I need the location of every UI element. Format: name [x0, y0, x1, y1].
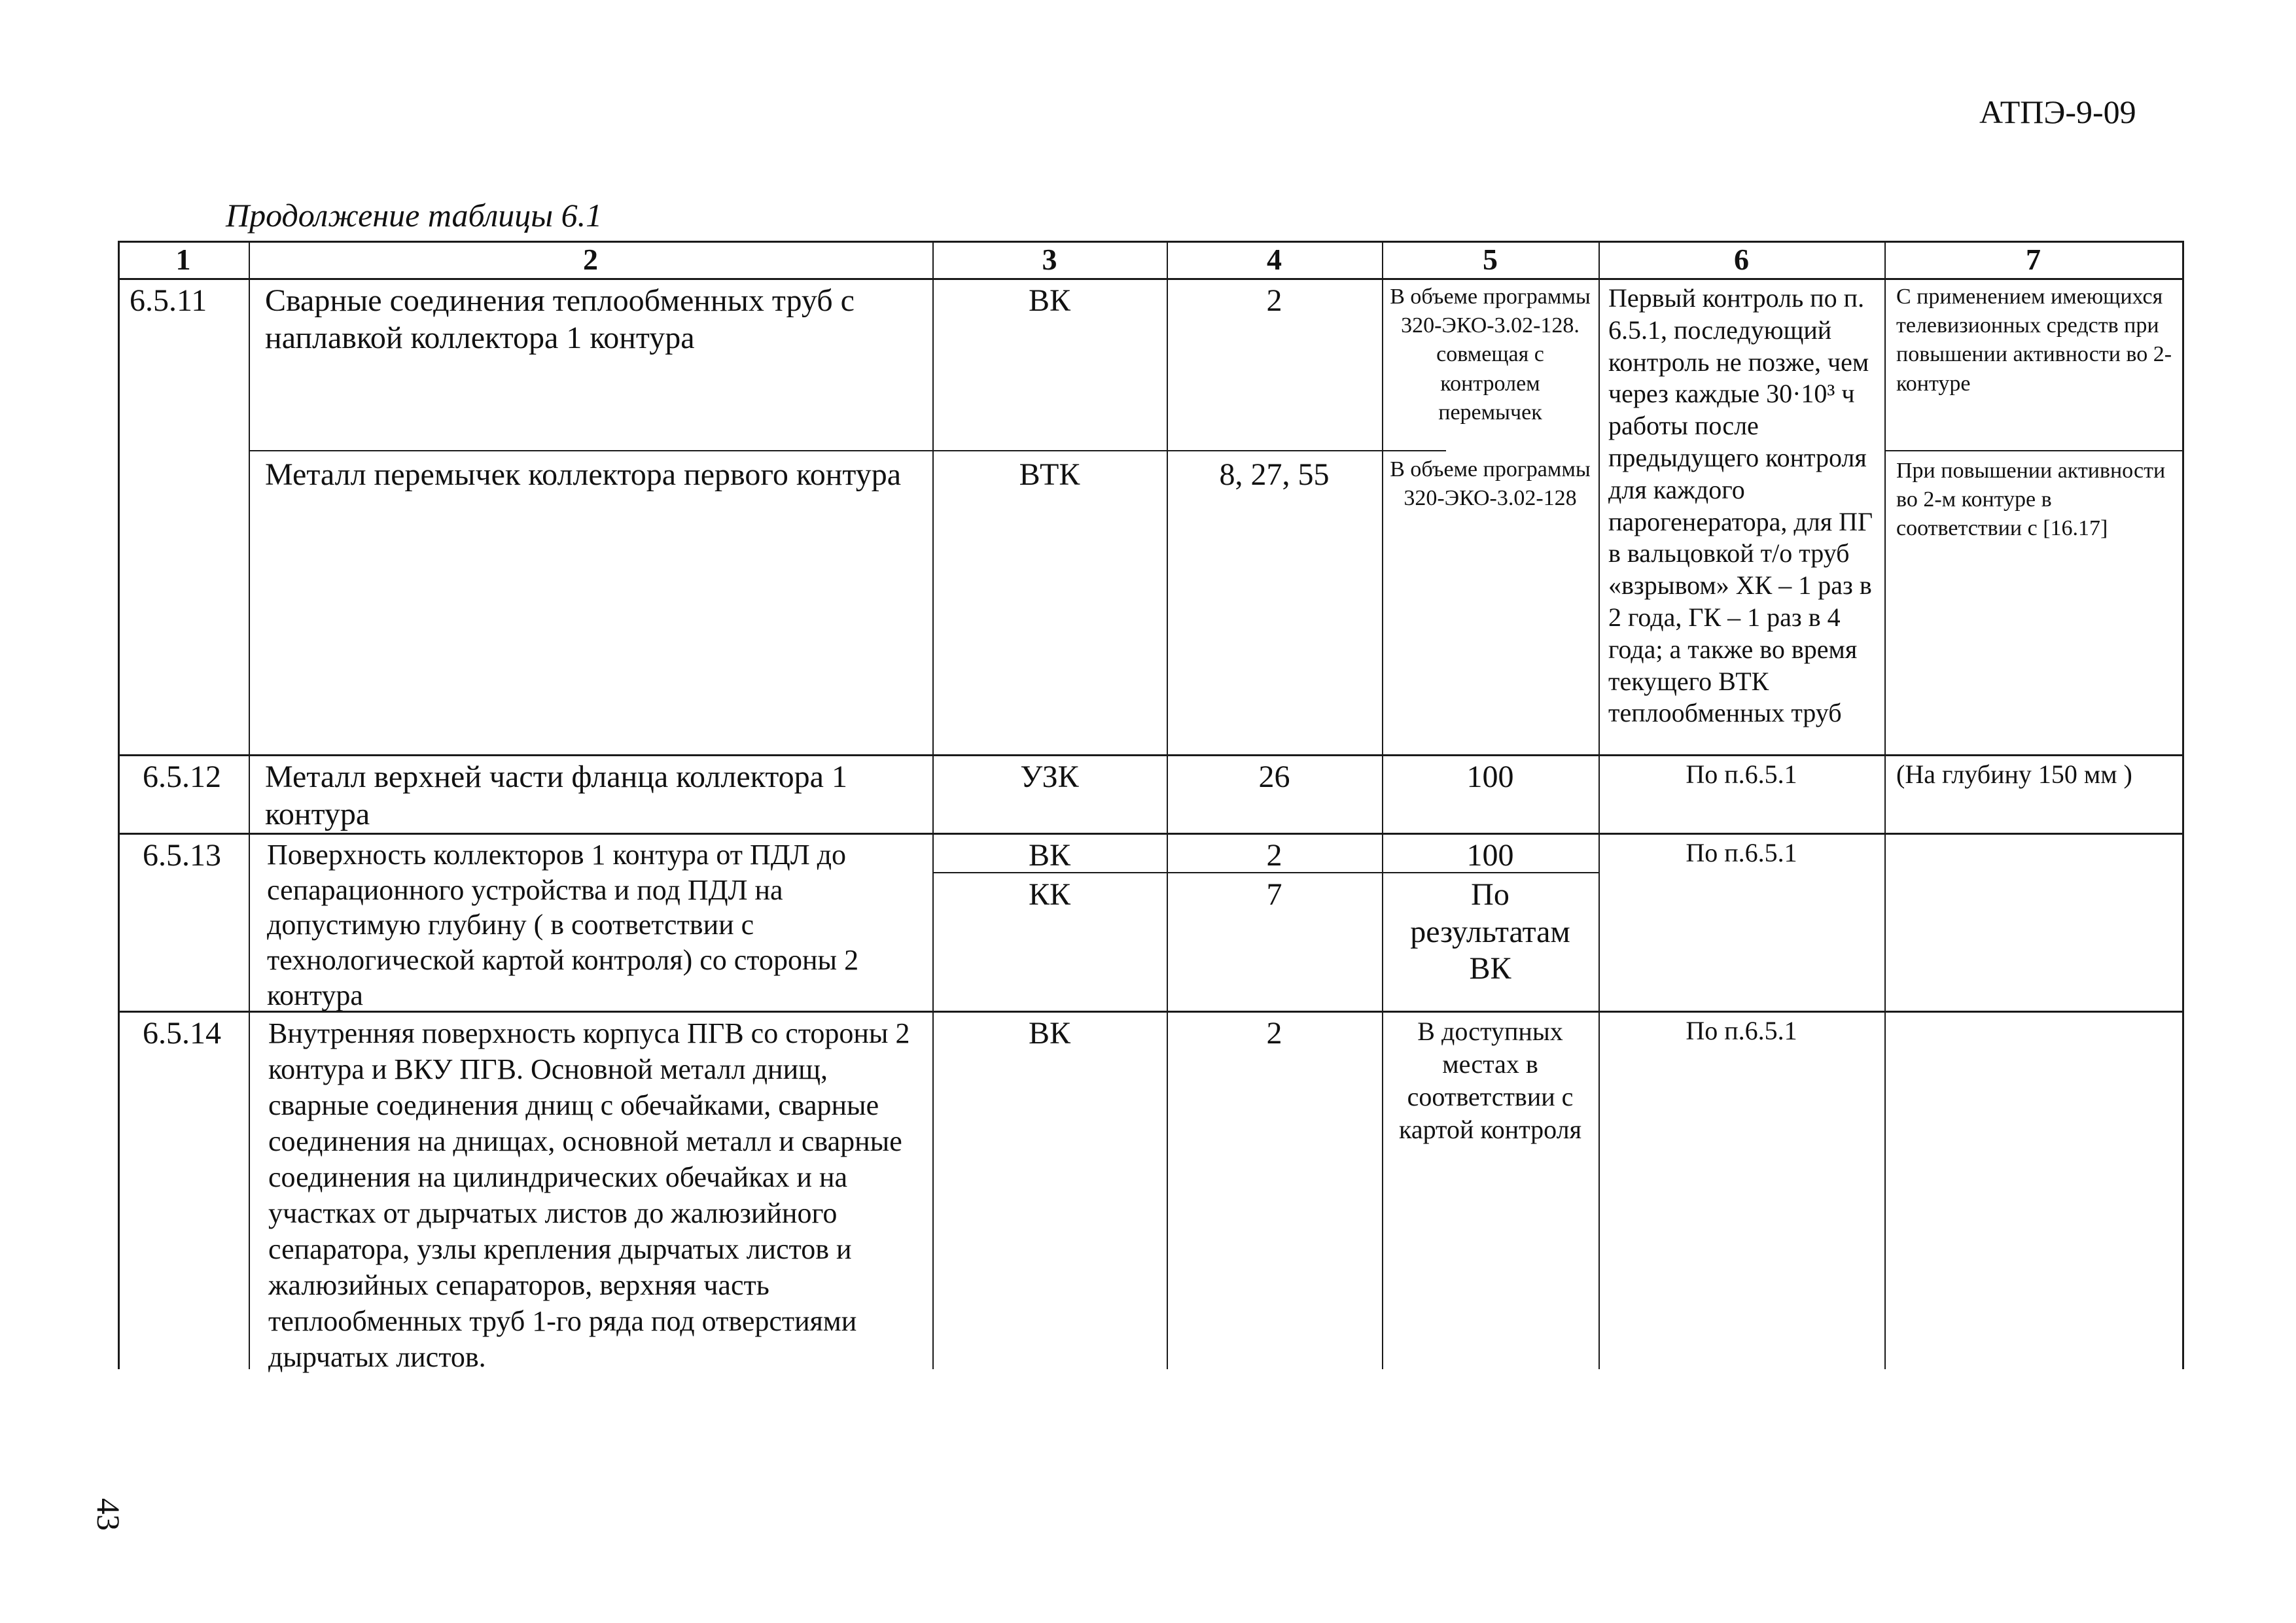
row-6514-reference: 2: [1266, 1016, 1282, 1051]
column-header-4: 4: [1267, 243, 1282, 276]
row-6513-description: Поверхность коллекторов 1 контура от ПДЛ до сепарационного устройства и под ПДЛ на допустимую глубину ( в соответствии с технологической картой контроля) со стороны 2 контура: [267, 839, 859, 1011]
row-6514-volume: В доступных местах в соответствии с картой контроля: [1398, 1017, 1582, 1144]
row-6513-method-2: КК: [1028, 877, 1071, 912]
column-header-1: 1: [175, 243, 191, 276]
column-header-2: 2: [583, 243, 598, 276]
row-6514-description: Внутренняя поверхность корпуса ПГВ со стороны 2 контура и ВКУ ПГВ. Основной металл днищ, сварные соединения днищ с обечайками, сварные соединения на днищах, основной металл и сварные соединения на цилиндрических обечайках и на участках от дырчатых листов до жалюзийного сепаратора, узлы крепления дырчатых листов и жалюзийных сепараторов, верхняя часть теплообменных труб 1-го ряда под отверстиями дырчатых листов.: [268, 1017, 910, 1373]
row-6513-number: 6.5.13: [143, 838, 221, 873]
column-header-5: 5: [1483, 243, 1498, 276]
column-header-7: 7: [2026, 243, 2041, 276]
row-6514-number: 6.5.14: [143, 1016, 221, 1051]
row-6512-reference: 26: [1258, 759, 1290, 794]
row-6511b-description: Металл перемычек коллектора первого контура: [265, 457, 902, 492]
row-6511-number: 6.5.11: [130, 283, 207, 318]
row-6511-method: ВК: [1028, 283, 1071, 318]
row-6512-number: 6.5.12: [143, 759, 221, 794]
row-6513-volume-1: 100: [1466, 838, 1514, 873]
row-6511b-reference: 8, 27, 55: [1219, 457, 1330, 492]
table-caption: Продолжение таблицы 6.1: [226, 197, 603, 234]
row-6514-method: ВК: [1028, 1016, 1071, 1051]
row-6513-reference-2: 7: [1266, 877, 1282, 912]
row-6513-volume-2: По результатам ВК: [1410, 877, 1570, 986]
column-header-3: 3: [1042, 243, 1057, 276]
row-6511-period: Первый контроль по п. 6.5.1, последующий контроль не позже, чем через каждые 30·10³ ч работы после предыдущего контроля для каждого парогенератора, для ПГ в вальцовкой т/о труб «взрывом» ХК – 1 раз в 2 года, ГК – 1 раз в 4 года; а также во время текущего ВТК теплообменных труб: [1608, 283, 1873, 728]
row-6513-method-1: ВК: [1028, 838, 1071, 873]
row-6511-reference: 2: [1266, 283, 1282, 318]
row-6512-method: УЗК: [1020, 759, 1079, 794]
row-6511-volume: В объеме программы 320-ЭКО-3.02-128. совмещая с контролем перемычек: [1390, 285, 1591, 425]
row-6511b-note: При повышении активности во 2-м контуре в соответствии с [16.17]: [1896, 459, 2166, 541]
column-header-6: 6: [1734, 243, 1749, 276]
page-number: 43: [90, 1498, 127, 1531]
row-6511-note: С применением имеющихся телевизионных средств при повышении активности во 2-контуре: [1896, 285, 2172, 396]
row-6512-note: (На глубину 150 мм ): [1896, 759, 2132, 789]
row-6514-period: По п.6.5.1: [1686, 1016, 1797, 1045]
row-6511b-method: ВТК: [1019, 457, 1080, 492]
row-6513-period: По п.6.5.1: [1686, 838, 1797, 867]
row-6511b-volume: В объеме программы 320-ЭКО-3.02-128: [1390, 457, 1591, 511]
row-6511-description: Сварные соединения теплообменных труб с наплавкой коллектора 1 контура: [265, 283, 855, 355]
row-6512-period: По п.6.5.1: [1686, 759, 1797, 789]
row-6512-description: Металл верхней части фланца коллектора 1 контура: [265, 759, 847, 831]
row-6512-volume: 100: [1466, 759, 1514, 794]
document-code: АТПЭ-9-09: [1979, 94, 2136, 130]
row-6513-reference-1: 2: [1266, 838, 1282, 873]
